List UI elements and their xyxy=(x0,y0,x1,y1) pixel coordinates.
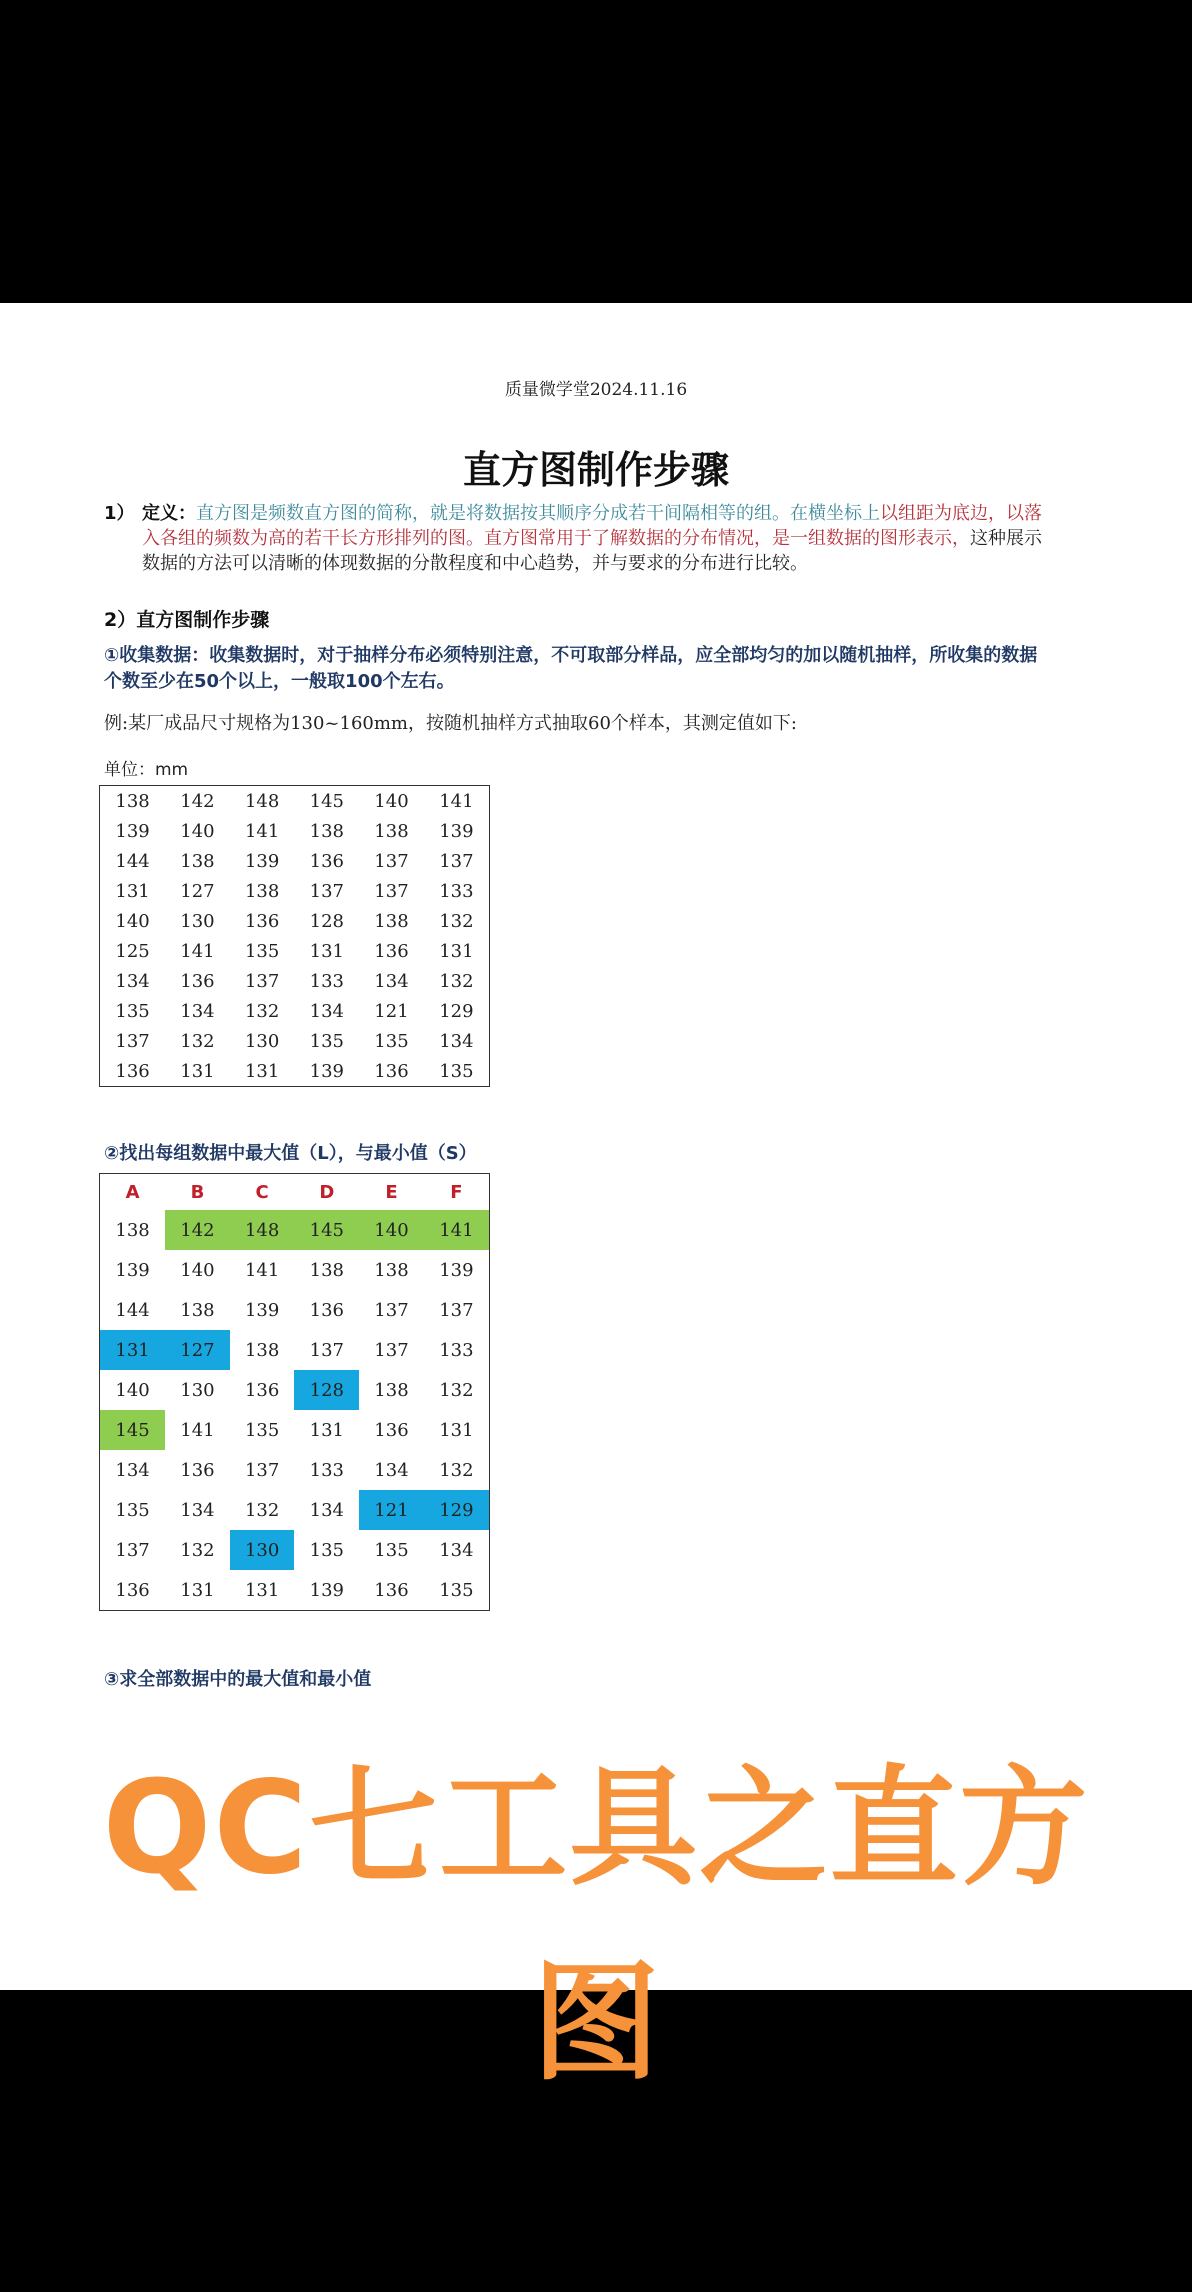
table-row xyxy=(100,816,490,846)
table-cell: 134 xyxy=(180,1499,215,1521)
table-cell: 145 xyxy=(309,790,344,812)
table-cell: 137 xyxy=(309,1339,344,1361)
table-cell: 133 xyxy=(439,1339,474,1361)
table-cell: 129 xyxy=(439,1000,474,1022)
table-cell: 138 xyxy=(309,820,344,842)
table-cell: 136 xyxy=(115,1060,150,1082)
maxmin-table xyxy=(99,1173,490,1611)
table-cell: 134 xyxy=(309,1499,344,1521)
table-cell: 137 xyxy=(439,850,474,872)
header-note: 质量微学堂2024.11.16 xyxy=(504,380,688,400)
table-row xyxy=(100,1210,490,1250)
table-cell: 139 xyxy=(244,1299,280,1321)
table-row xyxy=(100,1450,490,1490)
min-value-cell: 127 xyxy=(165,1330,230,1370)
table-cell: 134 xyxy=(374,1459,409,1481)
table-row xyxy=(100,996,490,1026)
table-cell: 135 xyxy=(115,1000,150,1022)
table-cell: 141 xyxy=(180,1419,215,1441)
table-cell: 131 xyxy=(180,1579,215,1601)
table-cell: 138 xyxy=(374,820,409,842)
example-text: 例:某厂成品尺寸规格为130~160mm，按随机抽样方式抽取60个样本，其测定值如下: xyxy=(104,713,797,734)
table-cell: 135 xyxy=(115,1499,150,1521)
table-cell: 131 xyxy=(309,1419,344,1441)
table-cell: 136 xyxy=(374,1419,409,1441)
table-cell: 136 xyxy=(244,910,280,932)
column-header: A xyxy=(125,1181,140,1203)
min-value-cell: 130 xyxy=(230,1530,295,1570)
definition-paragraph xyxy=(104,501,1044,576)
table-cell: 141 xyxy=(439,790,474,812)
table-cell: 142 xyxy=(180,790,215,812)
table-cell: 131 xyxy=(180,1060,215,1082)
table-cell: 140 xyxy=(115,1379,150,1401)
table-row xyxy=(100,1026,490,1056)
min-value-cell: 121 xyxy=(359,1490,424,1530)
overlay-title-line2: 图 xyxy=(531,1949,660,2098)
table-cell: 136 xyxy=(244,1379,280,1401)
table-cell: 135 xyxy=(439,1060,474,1082)
table-cell: 130 xyxy=(244,1030,280,1052)
definition-text-1: 直方图是频数直方图的简称，就是将数据按其顺序分成若干间隔相等的组。在横坐标上 xyxy=(196,503,880,524)
table-cell: 139 xyxy=(309,1060,344,1082)
table-cell: 141 xyxy=(244,1259,280,1281)
table-cell: 133 xyxy=(309,1459,344,1481)
table-cell: 138 xyxy=(374,910,409,932)
table-cell: 128 xyxy=(309,910,344,932)
definition-text-2: 以组距为底边，以落入各组的频数为高的若干长方形排列的图。直方图常用于了解数据的分布情况，是一组数据的图形表示， xyxy=(142,503,1042,549)
table-row xyxy=(100,1250,490,1290)
table-cell: 141 xyxy=(180,940,215,962)
table-cell: 121 xyxy=(374,1000,409,1022)
table-cell: 135 xyxy=(374,1030,409,1052)
definition-text-3: 这种展示数据的方法可以清晰的体现数据的分散程度和中心趋势，并与要求的分布进行比较。 xyxy=(142,528,1042,574)
table-row xyxy=(100,846,490,876)
table-cell: 135 xyxy=(244,940,280,962)
table-cell: 140 xyxy=(374,790,409,812)
table-cell: 131 xyxy=(439,940,474,962)
table-cell: 137 xyxy=(244,1459,280,1481)
table-row xyxy=(100,786,490,817)
table-cell: 136 xyxy=(374,1579,409,1601)
table-cell: 138 xyxy=(244,880,280,902)
table-cell: 132 xyxy=(439,970,474,992)
table-row xyxy=(100,1490,490,1530)
table-cell: 138 xyxy=(374,1259,409,1281)
definition-number: 1） xyxy=(104,503,135,524)
table-row xyxy=(100,1330,490,1370)
table-cell: 138 xyxy=(115,790,150,812)
table-cell: 136 xyxy=(309,850,344,872)
table-cell: 131 xyxy=(309,940,344,962)
table-cell: 135 xyxy=(374,1539,409,1561)
page-title: 直方图制作步骤 xyxy=(462,448,729,492)
table-cell: 135 xyxy=(439,1579,474,1601)
table-cell: 132 xyxy=(439,1459,474,1481)
overlay-title: QC七工具之直方 xyxy=(102,1754,1090,1903)
table-cell: 139 xyxy=(244,850,280,872)
table-row xyxy=(100,1530,490,1570)
step3-heading: ③求全部数据中的最大值和最小值 xyxy=(104,1669,372,1690)
table-cell: 137 xyxy=(244,970,280,992)
table-cell: 138 xyxy=(115,1219,150,1241)
min-value-cell: 131 xyxy=(100,1330,166,1370)
table-cell: 134 xyxy=(115,1459,150,1481)
table-cell: 132 xyxy=(180,1539,215,1561)
table-cell: 138 xyxy=(244,1339,280,1361)
table-cell: 137 xyxy=(374,880,409,902)
table-cell: 138 xyxy=(180,850,215,872)
table-cell: 134 xyxy=(439,1030,474,1052)
column-header: D xyxy=(319,1181,335,1203)
max-value-cell: 148 xyxy=(230,1210,295,1250)
document-page xyxy=(0,303,1192,1990)
unit-label: 单位：mm xyxy=(104,760,189,780)
table-cell: 135 xyxy=(244,1419,280,1441)
table-cell: 136 xyxy=(374,940,409,962)
table-cell: 134 xyxy=(439,1539,474,1561)
table-cell: 135 xyxy=(309,1539,344,1561)
min-value-cell: 128 xyxy=(294,1370,359,1410)
table-cell: 137 xyxy=(374,850,409,872)
table-cell: 139 xyxy=(439,1259,474,1281)
table-cell: 130 xyxy=(180,1379,215,1401)
table-row xyxy=(100,876,490,906)
table-row xyxy=(100,966,490,996)
table-cell: 140 xyxy=(180,820,215,842)
table-cell: 130 xyxy=(180,910,215,932)
table-row xyxy=(100,1410,490,1450)
table-cell: 136 xyxy=(180,970,215,992)
table-cell: 139 xyxy=(115,820,150,842)
max-value-cell: 140 xyxy=(359,1210,424,1250)
definition-label: 定义： xyxy=(142,503,196,524)
table-cell: 138 xyxy=(309,1259,344,1281)
table-cell: 137 xyxy=(374,1299,409,1321)
table-cell: 137 xyxy=(115,1539,150,1561)
table-cell: 139 xyxy=(439,820,474,842)
step-find-heading: ②找出每组数据中最大值（L），与最小值（S） xyxy=(104,1143,477,1164)
table-cell: 138 xyxy=(180,1299,215,1321)
table-cell: 132 xyxy=(244,1000,280,1022)
table-cell: 132 xyxy=(180,1030,215,1052)
step2-heading: 2）直方图制作步骤 xyxy=(104,609,270,631)
min-value-cell: 129 xyxy=(424,1490,490,1530)
table-cell: 125 xyxy=(115,940,150,962)
collect-data-text: ①收集数据：收集数据时，对于抽样分布必须特别注意，不可取部分样品，应全部均匀的加以随机抽样，所收集的数据个数至少在50个以上，一般取100个左右。 xyxy=(104,645,1038,692)
table-cell: 133 xyxy=(309,970,344,992)
table-row xyxy=(100,906,490,936)
table-cell: 134 xyxy=(115,970,150,992)
table-cell: 144 xyxy=(115,1299,150,1321)
table-cell: 137 xyxy=(309,880,344,902)
table-cell: 133 xyxy=(439,880,474,902)
table-cell: 144 xyxy=(115,850,150,872)
table-cell: 134 xyxy=(180,1000,215,1022)
table-cell: 140 xyxy=(115,910,150,932)
table-cell: 139 xyxy=(115,1259,150,1281)
table-row xyxy=(100,1570,490,1611)
column-header: F xyxy=(450,1181,463,1203)
table-cell: 134 xyxy=(374,970,409,992)
max-value-cell: 142 xyxy=(165,1210,230,1250)
table-cell: 134 xyxy=(309,1000,344,1022)
table-row xyxy=(100,1290,490,1330)
table-cell: 131 xyxy=(439,1419,474,1441)
table-cell: 138 xyxy=(374,1379,409,1401)
table-cell: 131 xyxy=(115,880,150,902)
table-cell: 139 xyxy=(309,1579,344,1601)
table-cell: 136 xyxy=(115,1579,150,1601)
max-value-cell: 141 xyxy=(424,1210,490,1250)
table-cell: 141 xyxy=(244,820,280,842)
max-value-cell: 145 xyxy=(294,1210,359,1250)
table-row xyxy=(100,1056,490,1087)
table-cell: 137 xyxy=(439,1299,474,1321)
table-cell: 148 xyxy=(244,790,280,812)
table-cell: 127 xyxy=(180,880,215,902)
column-header: B xyxy=(190,1181,205,1203)
column-header: C xyxy=(255,1181,269,1203)
table-cell: 131 xyxy=(244,1579,280,1601)
column-header: E xyxy=(385,1181,398,1203)
table-row xyxy=(100,1370,490,1410)
table-cell: 140 xyxy=(180,1259,215,1281)
table-cell: 136 xyxy=(309,1299,344,1321)
max-value-cell: 145 xyxy=(100,1410,166,1450)
table-cell: 132 xyxy=(244,1499,280,1521)
table-row xyxy=(100,936,490,966)
table-cell: 136 xyxy=(180,1459,215,1481)
table-cell: 137 xyxy=(115,1030,150,1052)
table-cell: 135 xyxy=(309,1030,344,1052)
table-cell: 136 xyxy=(374,1060,409,1082)
table-cell: 132 xyxy=(439,1379,474,1401)
data-table xyxy=(99,785,490,1087)
table-cell: 132 xyxy=(439,910,474,932)
table-cell: 131 xyxy=(244,1060,280,1082)
table-cell: 137 xyxy=(374,1339,409,1361)
